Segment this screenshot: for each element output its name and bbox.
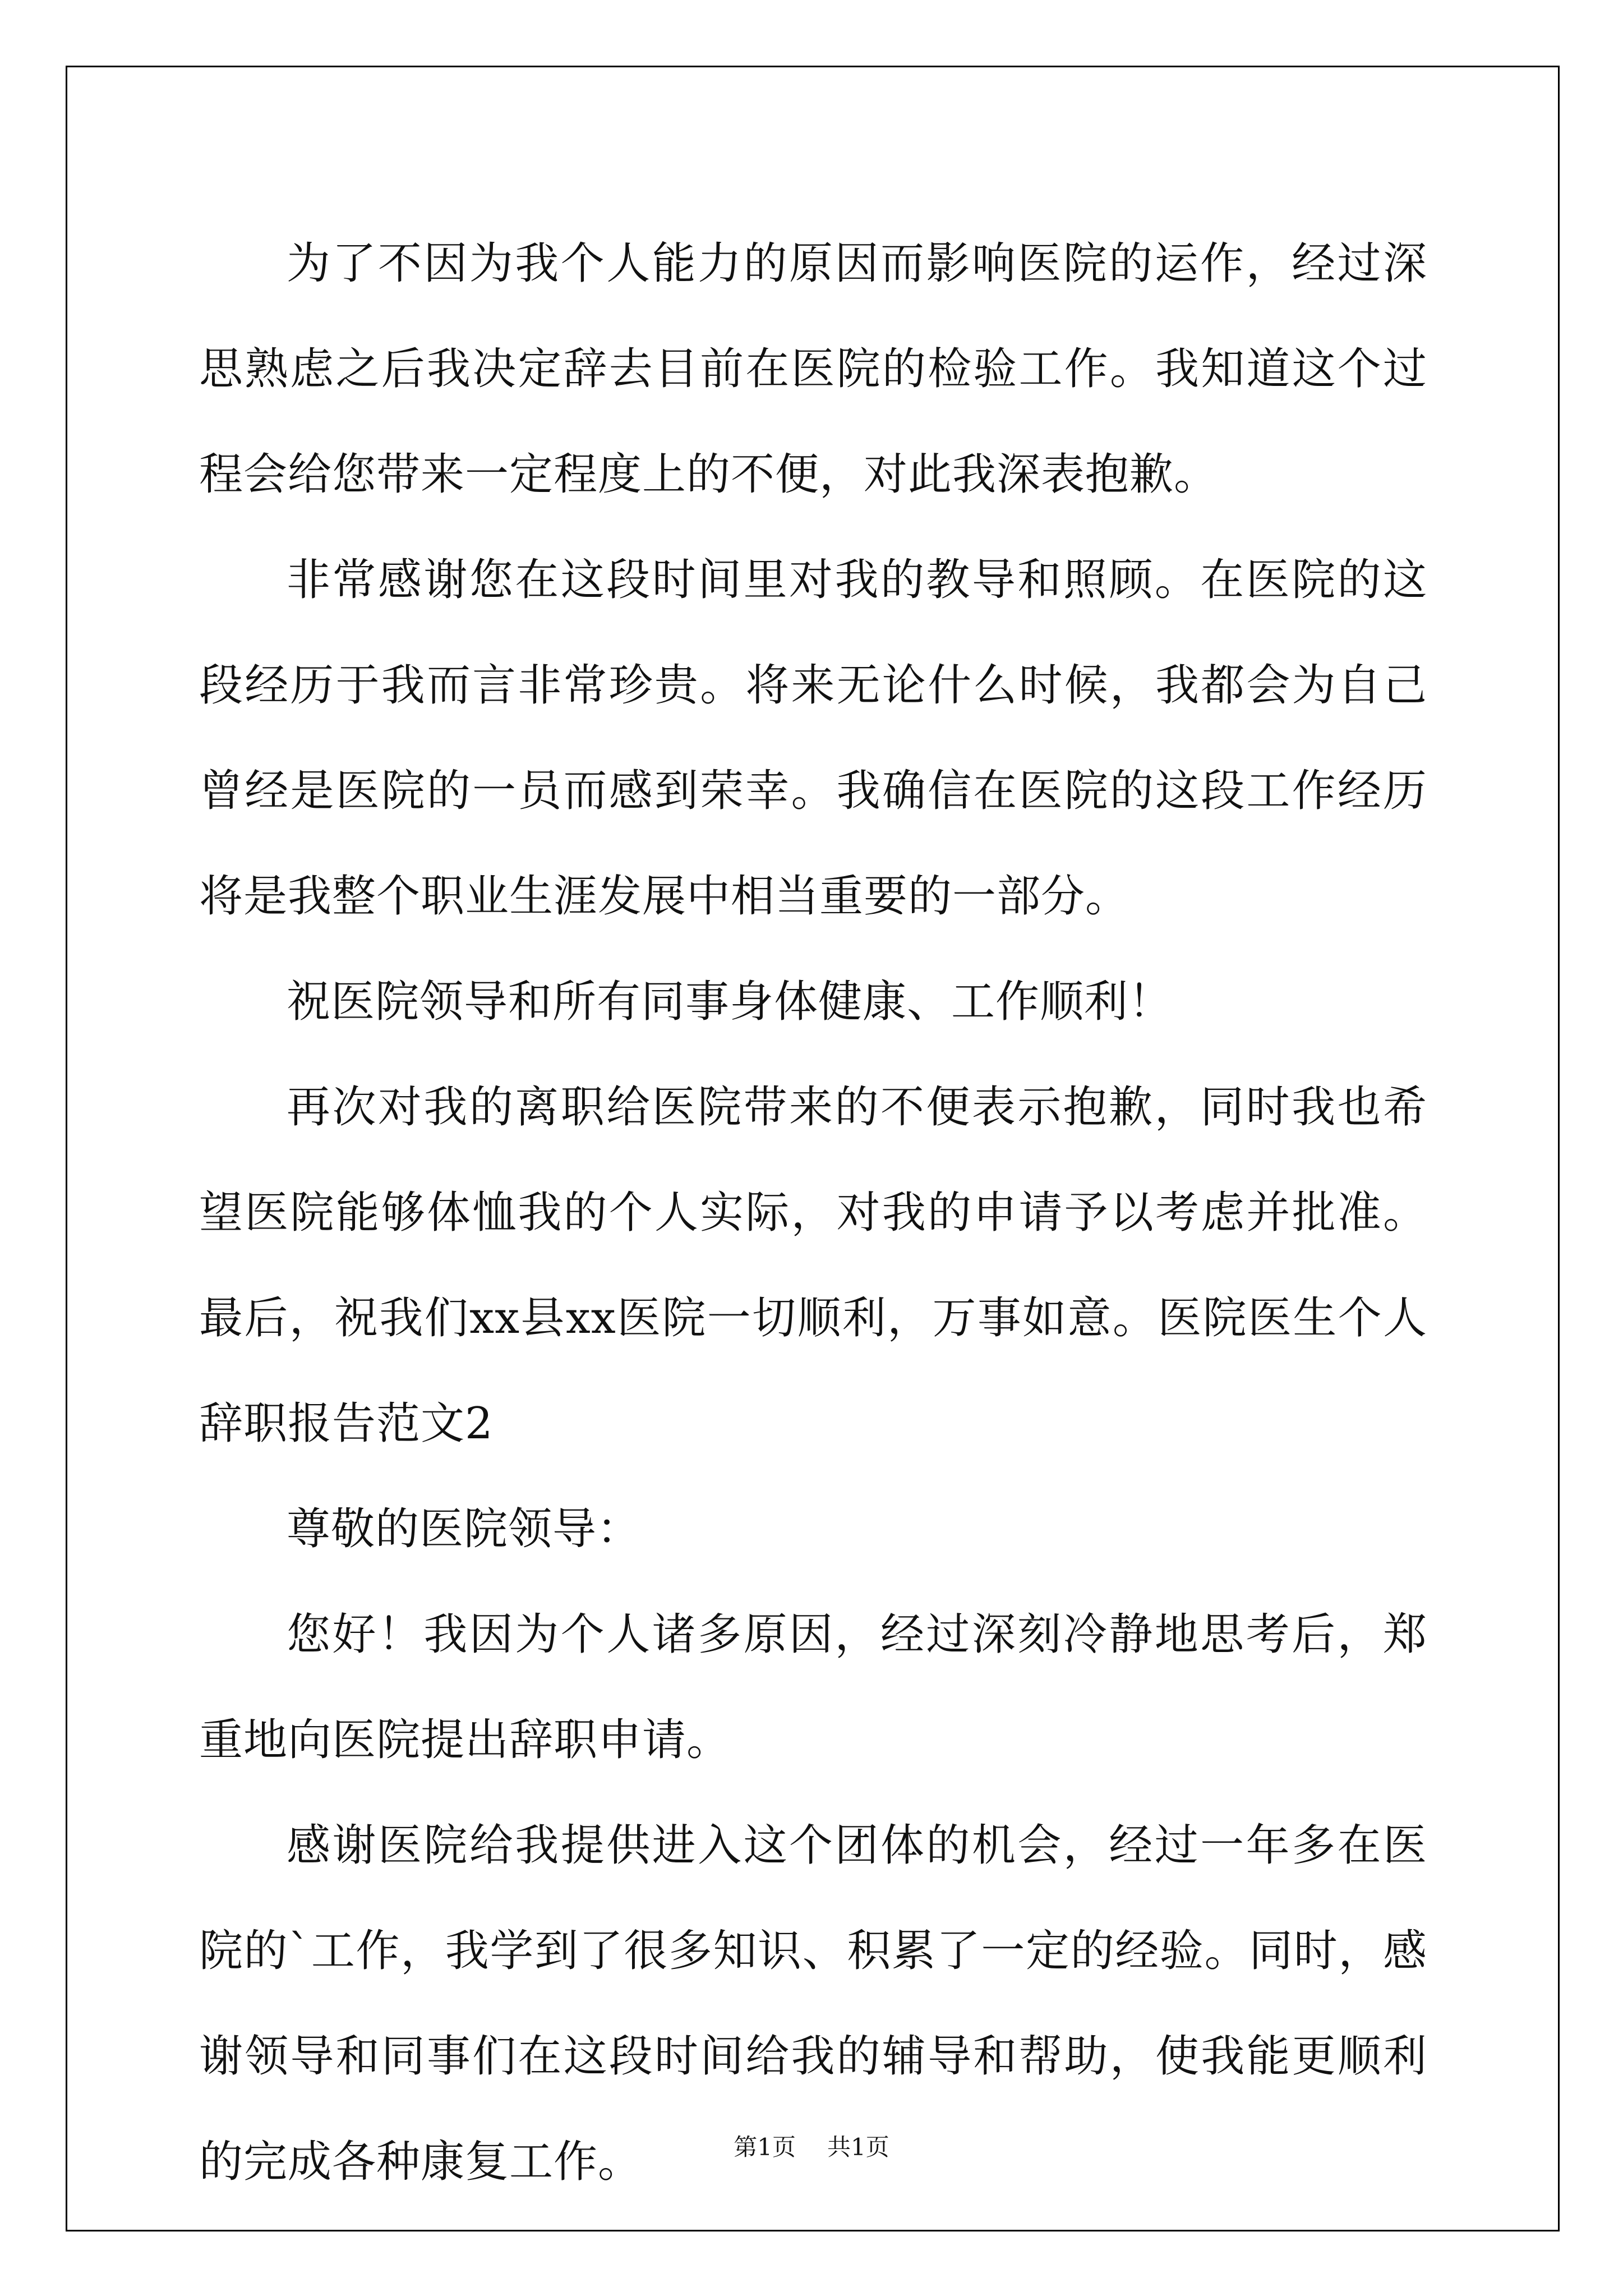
paragraph-1: 为了不因为我个人能力的原因而影响医院的运作，经过深思熟虑之后我决定辞去目前在医院的检验工作。我知道这个过程会给您带来一定程度上的不便，对此我深表抱歉。 bbox=[199, 238, 1427, 500]
paragraph-2: 非常感谢您在这段时间里对我的教导和照顾。在医院的这段经历于我而言非常珍贵。将来无论什么时候，我都会为自己曾经是医院的一员而感到荣幸。我确信在医院的这段工作经历将是我整个职业生涯发展中相当重要的一部分。 bbox=[199, 555, 1427, 922]
paragraph-4: 再次对我的离职给医院带来的不便表示抱歉，同时我也希望医院能够体恤我的个人实际，对我的申请予以考虑并批准。最后，祝我们xx县xx医院一切顺利，万事如意。医院医生个人辞职报告范文2 bbox=[199, 1082, 1427, 1449]
document-body bbox=[199, 211, 1427, 2215]
paragraph-3: 祝医院领导和所有同事身体健康、工作顺利！ bbox=[287, 977, 1173, 1027]
page-number-current: 第1页 bbox=[734, 2133, 796, 2161]
paragraph-7: 感谢医院给我提供进入这个团体的机会，经过一年多在医院的`工作，我学到了很多知识、积累了一定的经验。同时，感谢领导和同事们在这段时间给我的辅导和帮助，使我能更顺利的完成各种康复工作。 bbox=[199, 1820, 1427, 2187]
page-number-total: 共1页 bbox=[827, 2133, 889, 2161]
paragraph-5: 尊敬的医院领导： bbox=[287, 1504, 642, 1554]
paragraph-6: 您好！我因为个人诸多原因，经过深刻冷静地思考后，郑重地向医院提出辞职申请。 bbox=[199, 1609, 1427, 1765]
page-footer bbox=[0, 2129, 1623, 2162]
